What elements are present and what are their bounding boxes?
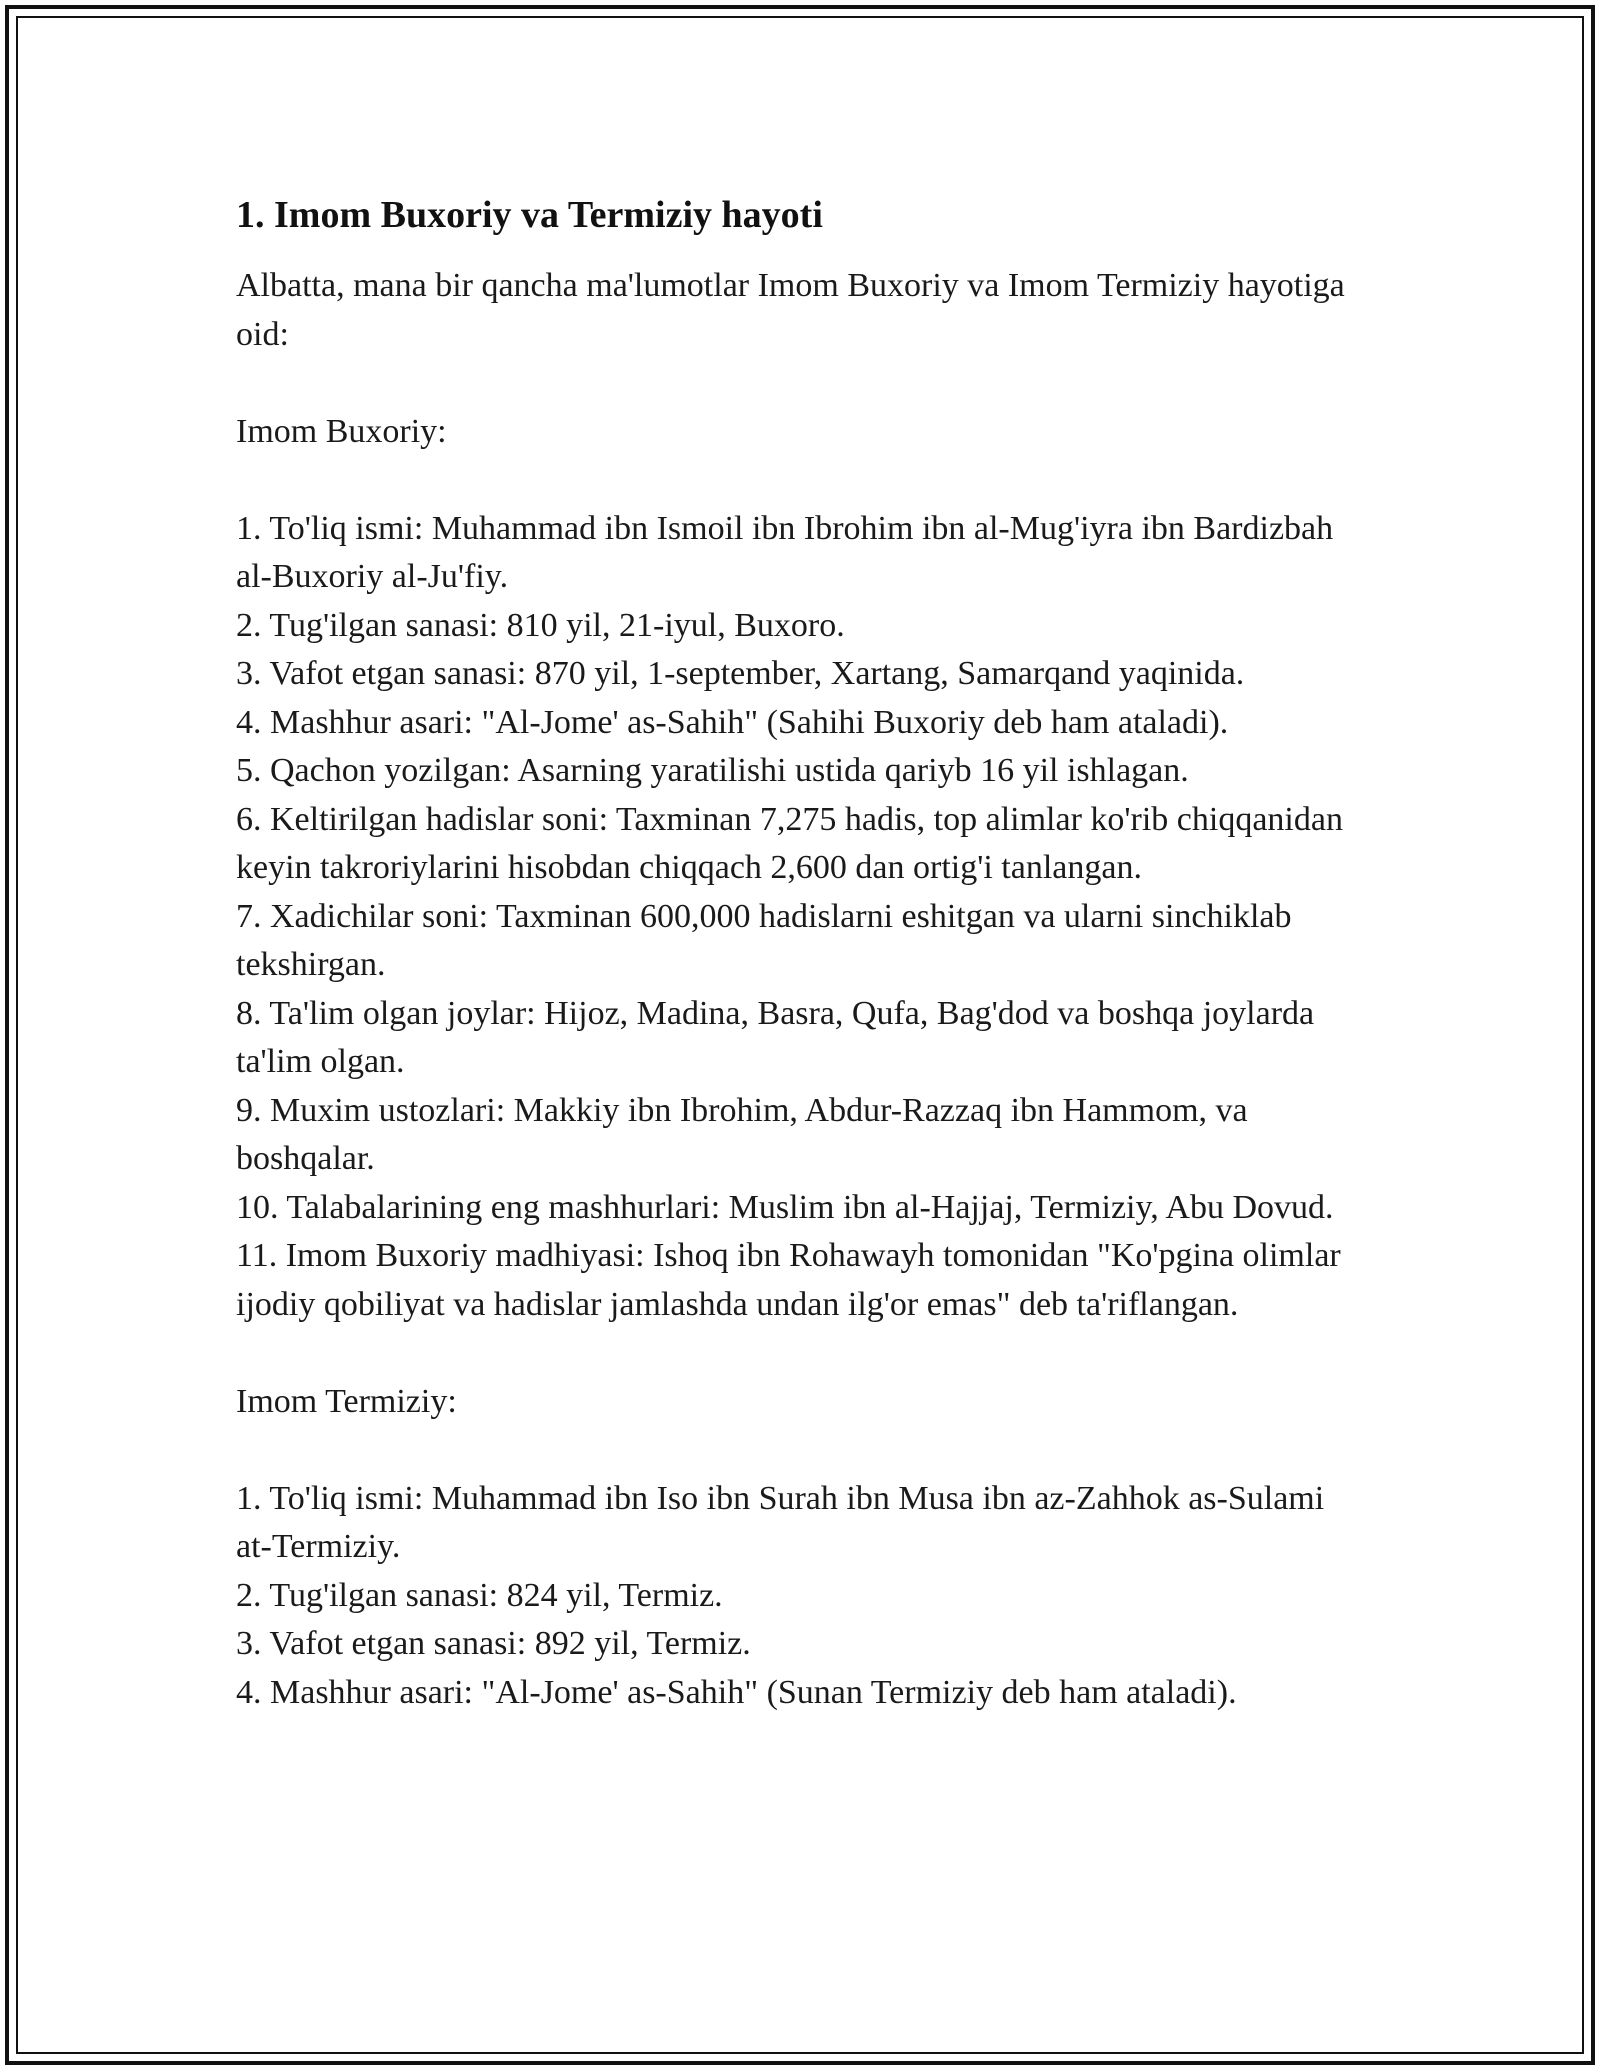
list-item: 4. Mashhur asari: "Al-Jome' as-Sahih" (Sahihi Buxoriy deb ham ataladi). [236, 703, 1229, 741]
list-item: 1. To'liq ismi: Muhammad ibn Ismoil ibn Ibrohim ibn al-Mug'iyra ibn Bardizbah al-Buxoriy al-Ju'fiy. [236, 509, 1334, 595]
document-heading: 1. Imom Buxoriy va Termiziy hayoti [236, 194, 823, 236]
list-item: 1. To'liq ismi: Muhammad ibn Iso ibn Surah ibn Musa ibn az-Zahhok as-Sulami at-Termiziy. [236, 1479, 1325, 1565]
list-item: 10. Talabalarining eng mashhurlari: Muslim ibn al-Hajjaj, Termiziy, Abu Dovud. [236, 1188, 1334, 1226]
intro-paragraph: Albatta, mana bir qancha ma'lumotlar Imom Buxoriy va Imom Termiziy hayotiga oid: [236, 267, 1345, 353]
section-title-bukhari: Imom Buxoriy: [236, 412, 447, 450]
list-item: 11. Imom Buxoriy madhiyasi: Ishoq ibn Rohawayh tomonidan "Ko'pgina olimlar ijodiy qobiliyat va hadislar jamlashda undan ilg'or emas" deb ta'riflangan. [236, 1237, 1341, 1323]
list-item: 8. Ta'lim olgan joylar: Hijoz, Madina, Basra, Qufa, Bag'dod va boshqa joylarda ta'lim olgan. [236, 994, 1315, 1080]
list-item: 3. Vafot etgan sanasi: 892 yil, Termiz. [236, 1625, 751, 1662]
list-item: 3. Vafot etgan sanasi: 870 yil, 1-september, Xartang, Samarqand yaqinida. [236, 655, 1245, 692]
list-item: 2. Tug'ilgan sanasi: 810 yil, 21-iyul, Buxoro. [236, 606, 845, 644]
list-item: 6. Keltirilgan hadislar soni: Taxminan 7,275 hadis, top alimlar ko'rib chiqqanidan keyin takroriylarini hisobdan chiqqach 2,600 dan ortig'i tanlangan. [236, 800, 1343, 886]
document-body [236, 188, 1356, 1717]
list-item: 7. Xadichilar soni: Taxminan 600,000 hadislarni eshitgan va ularni sinchiklab tekshirgan. [236, 897, 1292, 983]
list-item: 2. Tug'ilgan sanasi: 824 yil, Termiz. [236, 1576, 723, 1614]
list-item: 9. Muxim ustozlari: Makkiy ibn Ibrohim, Abdur-Razzaq ibn Hammom, va boshqalar. [236, 1091, 1248, 1177]
bukhari-facts-list [236, 505, 1356, 1330]
tirmidhi-facts-list [236, 1475, 1356, 1718]
list-item: 4. Mashhur asari: "Al-Jome' as-Sahih" (Sunan Termiziy deb ham ataladi). [236, 1673, 1237, 1711]
list-item: 5. Qachon yozilgan: Asarning yaratilishi ustida qariyb 16 yil ishlagan. [236, 752, 1189, 789]
section-title-tirmidhi: Imom Termiziy: [236, 1382, 457, 1420]
